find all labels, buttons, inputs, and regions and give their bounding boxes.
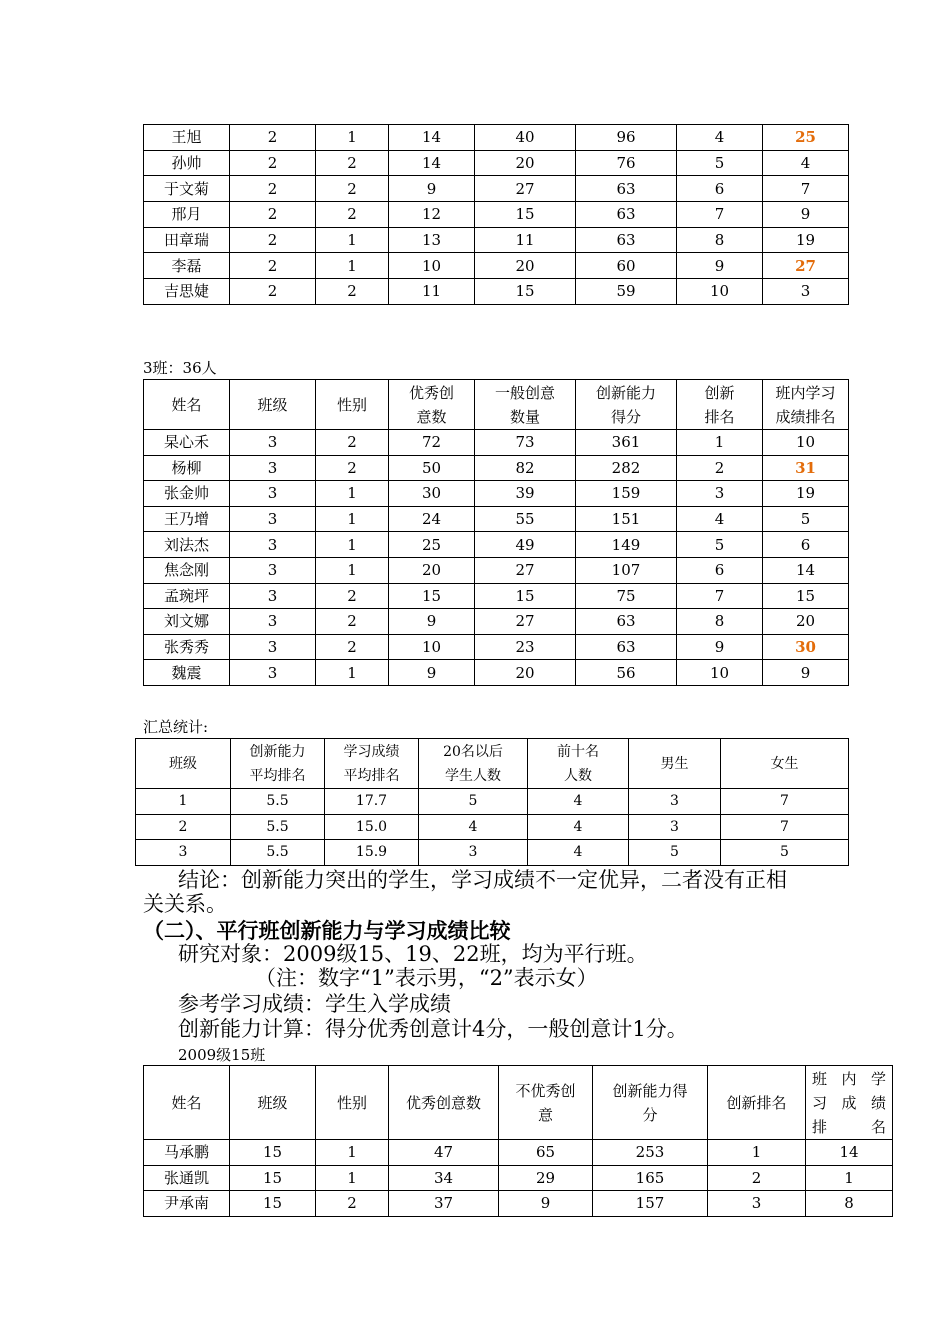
- table-cell: 10: [677, 279, 763, 305]
- table-cell: 49: [475, 532, 576, 558]
- table-cell: 2: [316, 176, 389, 202]
- research-object: 研究对象：2009级15、19、22班，均为平行班。: [178, 942, 648, 966]
- table-cell: 5: [763, 506, 849, 532]
- header-cell: 班级: [230, 1066, 316, 1140]
- table-cell: 15: [763, 583, 849, 609]
- gender-note: （注：数字“1”表示男，“2”表示女）: [255, 966, 598, 990]
- table-cell: 1: [316, 532, 389, 558]
- table-cell: 4: [419, 814, 528, 840]
- table-cell: 尹承南: [144, 1191, 230, 1217]
- table-cell: 59: [576, 279, 677, 305]
- table-cell: 6: [677, 176, 763, 202]
- table-cell: 吉思婕: [144, 279, 230, 305]
- table-cell: 2: [316, 430, 389, 456]
- table-cell: 9: [763, 202, 849, 228]
- reference-scores: 参考学习成绩：学生入学成绩: [178, 992, 451, 1016]
- table-cell: 1: [677, 430, 763, 456]
- header-cell: 班级: [230, 380, 316, 430]
- table-cell: 6: [677, 557, 763, 583]
- table-cell: 20: [389, 557, 475, 583]
- table-cell: 31: [763, 455, 849, 481]
- table-cell: 24: [389, 506, 475, 532]
- table-row: [144, 481, 849, 507]
- table-cell: 田章瑞: [144, 227, 230, 253]
- table-cell: 2: [316, 583, 389, 609]
- table-cell: 15: [475, 202, 576, 228]
- table-cell: 1: [136, 789, 231, 815]
- table-cell: 40: [475, 125, 576, 151]
- table-cell: 282: [576, 455, 677, 481]
- table-cell: 张通凯: [144, 1165, 230, 1191]
- table-cell: 15: [475, 279, 576, 305]
- table-row: [136, 814, 849, 840]
- table-cell: 1: [316, 481, 389, 507]
- table-row: [144, 125, 849, 151]
- table-row: [144, 150, 849, 176]
- table-cell: 5: [629, 840, 721, 866]
- header-cell: 学习成绩 平均排名: [325, 739, 419, 789]
- table-cell: 23: [475, 634, 576, 660]
- table-cell: 5.5: [231, 789, 325, 815]
- table-row: [144, 634, 849, 660]
- table-cell: 56: [576, 660, 677, 686]
- table-cell: 15: [230, 1191, 316, 1217]
- table-cell: 1: [316, 1140, 389, 1166]
- table-cell: 10: [389, 253, 475, 279]
- table-cell: 2: [230, 253, 316, 279]
- table-cell: 5: [419, 789, 528, 815]
- header-cell: 姓名: [144, 1066, 230, 1140]
- table-cell: 11: [475, 227, 576, 253]
- table-cell: 107: [576, 557, 677, 583]
- table-cell: 2: [708, 1165, 806, 1191]
- table-cell: 1: [316, 253, 389, 279]
- header-cell: 创新 排名: [677, 380, 763, 430]
- table-cell: 3: [230, 660, 316, 686]
- table-cell: 157: [593, 1191, 708, 1217]
- table-cell: 3: [136, 840, 231, 866]
- table-cell: 6: [763, 532, 849, 558]
- table-cell: 27: [475, 609, 576, 635]
- table-cell: 15: [475, 583, 576, 609]
- table-cell: 刘文娜: [144, 609, 230, 635]
- class15-table: [143, 1065, 893, 1217]
- table-row: [144, 430, 849, 456]
- table-cell: 73: [475, 430, 576, 456]
- table-cell: 1: [708, 1140, 806, 1166]
- table-cell: 3: [677, 481, 763, 507]
- table-cell: 20: [475, 660, 576, 686]
- table-cell: 李磊: [144, 253, 230, 279]
- table-cell: 2: [230, 176, 316, 202]
- table-cell: 2: [230, 150, 316, 176]
- table-cell: 4: [528, 840, 629, 866]
- table-cell: 37: [389, 1191, 499, 1217]
- table-cell: 8: [677, 609, 763, 635]
- table-cell: 3: [230, 506, 316, 532]
- table-cell: 8: [806, 1191, 893, 1217]
- table-cell: 孟琬坪: [144, 583, 230, 609]
- table-cell: 10: [389, 634, 475, 660]
- table-cell: 12: [389, 202, 475, 228]
- table-cell: 27: [475, 176, 576, 202]
- header-cell: 班级: [136, 739, 231, 789]
- table-cell: 34: [389, 1165, 499, 1191]
- table-cell: 8: [677, 227, 763, 253]
- table-cell: 9: [677, 253, 763, 279]
- table-row: [144, 583, 849, 609]
- table-cell: 7: [721, 814, 849, 840]
- table-cell: 165: [593, 1165, 708, 1191]
- table-row: [144, 506, 849, 532]
- conclusion-line2: 关关系。: [143, 892, 227, 916]
- header-cell: 20名以后 学生人数: [419, 739, 528, 789]
- class3-header-row: [144, 380, 849, 430]
- table-cell: 1: [316, 557, 389, 583]
- table-cell: 19: [763, 481, 849, 507]
- table-cell: 17.7: [325, 789, 419, 815]
- table-cell: 1: [316, 125, 389, 151]
- table-cell: 15.9: [325, 840, 419, 866]
- table-cell: 20: [475, 253, 576, 279]
- table-cell: 9: [389, 660, 475, 686]
- table-cell: 5: [677, 150, 763, 176]
- table-cell: 361: [576, 430, 677, 456]
- table-cell: 1: [316, 506, 389, 532]
- table-cell: 60: [576, 253, 677, 279]
- header-cell: 创新能力得 分: [593, 1066, 708, 1140]
- table-row: [144, 253, 849, 279]
- table-cell: 3: [230, 557, 316, 583]
- table-cell: 30: [763, 634, 849, 660]
- table-cell: 27: [763, 253, 849, 279]
- table-cell: 7: [677, 202, 763, 228]
- table-cell: 5: [677, 532, 763, 558]
- table-cell: 杨柳: [144, 455, 230, 481]
- table-cell: 63: [576, 176, 677, 202]
- table-cell: 2: [316, 634, 389, 660]
- table-cell: 11: [389, 279, 475, 305]
- table-cell: 3: [629, 789, 721, 815]
- table-cell: 29: [499, 1165, 593, 1191]
- table-cell: 王乃增: [144, 506, 230, 532]
- table-cell: 2: [316, 1191, 389, 1217]
- table-cell: 3: [230, 583, 316, 609]
- table-row: [144, 202, 849, 228]
- table-cell: 19: [763, 227, 849, 253]
- table-cell: 149: [576, 532, 677, 558]
- table-cell: 焦念刚: [144, 557, 230, 583]
- summary-table: [135, 738, 849, 866]
- table-cell: 2: [316, 279, 389, 305]
- table-cell: 4: [528, 814, 629, 840]
- table-cell: 2: [677, 455, 763, 481]
- header-cell: 不优秀创 意: [499, 1066, 593, 1140]
- table-cell: 20: [475, 150, 576, 176]
- table-cell: 马承鹏: [144, 1140, 230, 1166]
- table-cell: 3: [230, 481, 316, 507]
- header-cell: 优秀创意数: [389, 1066, 499, 1140]
- table-cell: 50: [389, 455, 475, 481]
- conclusion-line1: 结论：创新能力突出的学生，学习成绩不一定优异，二者没有正相: [178, 868, 787, 892]
- table-cell: 75: [576, 583, 677, 609]
- table-cell: 30: [389, 481, 475, 507]
- table-row: [136, 789, 849, 815]
- table-row: [144, 176, 849, 202]
- calc-method: 创新能力计算：得分优秀创意计4分，一般创意计1分。: [178, 1017, 688, 1041]
- table-cell: 2: [136, 814, 231, 840]
- table-cell: 63: [576, 202, 677, 228]
- header-cell: 班内学习 成绩排名: [763, 380, 849, 430]
- table-cell: 7: [721, 789, 849, 815]
- table-cell: 13: [389, 227, 475, 253]
- table-cell: 3: [230, 532, 316, 558]
- table-cell: 9: [389, 609, 475, 635]
- table-row: [144, 532, 849, 558]
- table-cell: 2: [316, 609, 389, 635]
- section-title: （二）、平行班创新能力与学习成绩比较: [143, 919, 511, 943]
- table-cell: 14: [806, 1140, 893, 1166]
- table-cell: 9: [389, 176, 475, 202]
- table-cell: 3: [230, 634, 316, 660]
- table-row: [144, 609, 849, 635]
- table-cell: 邢月: [144, 202, 230, 228]
- table-cell: 2: [316, 455, 389, 481]
- table-cell: 5.5: [231, 814, 325, 840]
- table-cell: 2: [230, 125, 316, 151]
- table-cell: 4: [763, 150, 849, 176]
- table-cell: 65: [499, 1140, 593, 1166]
- table-cell: 王旭: [144, 125, 230, 151]
- table-cell: 魏震: [144, 660, 230, 686]
- header-cell: 前十名 人数: [528, 739, 629, 789]
- table-row: [144, 455, 849, 481]
- table-cell: 15: [389, 583, 475, 609]
- table-cell: 2: [230, 202, 316, 228]
- table-cell: 4: [677, 506, 763, 532]
- header-cell: 性别: [316, 1066, 389, 1140]
- header-cell: 创新排名: [708, 1066, 806, 1140]
- table-cell: 5.5: [231, 840, 325, 866]
- table-row: [144, 557, 849, 583]
- table-cell: 9: [763, 660, 849, 686]
- table-cell: 63: [576, 227, 677, 253]
- header-cell: 班内学 习成绩 排名: [806, 1066, 893, 1140]
- table-row: [144, 1165, 893, 1191]
- header-cell: 一般创意 数量: [475, 380, 576, 430]
- table-cell: 张秀秀: [144, 634, 230, 660]
- table-cell: 82: [475, 455, 576, 481]
- table-cell: 14: [389, 150, 475, 176]
- table-cell: 2: [230, 227, 316, 253]
- header-cell: 优秀创 意数: [389, 380, 475, 430]
- table-cell: 5: [721, 840, 849, 866]
- header-cell: 女生: [721, 739, 849, 789]
- table-cell: 9: [677, 634, 763, 660]
- table-cell: 10: [677, 660, 763, 686]
- table-row: [144, 660, 849, 686]
- table-cell: 63: [576, 634, 677, 660]
- table-cell: 39: [475, 481, 576, 507]
- header-cell: 性别: [316, 380, 389, 430]
- table-cell: 25: [389, 532, 475, 558]
- table-cell: 47: [389, 1140, 499, 1166]
- class2-table: [143, 124, 849, 305]
- table-cell: 3: [230, 609, 316, 635]
- table-row: [136, 840, 849, 866]
- header-cell: 姓名: [144, 380, 230, 430]
- class15-header-row: [144, 1066, 893, 1140]
- header-cell: 男生: [629, 739, 721, 789]
- table-cell: 2: [230, 279, 316, 305]
- summary-header-row: [136, 739, 849, 789]
- table-cell: 253: [593, 1140, 708, 1166]
- table-cell: 于文菊: [144, 176, 230, 202]
- table-cell: 9: [499, 1191, 593, 1217]
- table-row: [144, 1191, 893, 1217]
- table-cell: 孙帅: [144, 150, 230, 176]
- table-cell: 159: [576, 481, 677, 507]
- table-cell: 杲心禾: [144, 430, 230, 456]
- table-cell: 3: [629, 814, 721, 840]
- table-cell: 14: [389, 125, 475, 151]
- table-cell: 27: [475, 557, 576, 583]
- table-cell: 20: [763, 609, 849, 635]
- table-cell: 4: [528, 789, 629, 815]
- table-cell: 张金帅: [144, 481, 230, 507]
- class3-caption: 3班：36人: [143, 359, 217, 377]
- table-row: [144, 1140, 893, 1166]
- table-cell: 3: [230, 430, 316, 456]
- table-cell: 15: [230, 1165, 316, 1191]
- table-cell: 3: [708, 1191, 806, 1217]
- table-cell: 1: [316, 227, 389, 253]
- header-cell: 创新能力 得分: [576, 380, 677, 430]
- class15-caption: 2009级15班: [178, 1046, 266, 1064]
- table-cell: 1: [316, 660, 389, 686]
- class3-table: [143, 379, 849, 686]
- table-cell: 3: [419, 840, 528, 866]
- table-cell: 15: [230, 1140, 316, 1166]
- summary-caption: 汇总统计:: [143, 718, 209, 736]
- table-cell: 151: [576, 506, 677, 532]
- table-cell: 7: [677, 583, 763, 609]
- table-cell: 72: [389, 430, 475, 456]
- table-cell: 刘法杰: [144, 532, 230, 558]
- table-cell: 2: [316, 150, 389, 176]
- table-cell: 25: [763, 125, 849, 151]
- table-cell: 14: [763, 557, 849, 583]
- table-cell: 15.0: [325, 814, 419, 840]
- table-cell: 4: [677, 125, 763, 151]
- table-cell: 2: [316, 202, 389, 228]
- table-cell: 76: [576, 150, 677, 176]
- table-cell: 63: [576, 609, 677, 635]
- table-cell: 96: [576, 125, 677, 151]
- table-row: [144, 227, 849, 253]
- header-cell: 创新能力 平均排名: [231, 739, 325, 789]
- table-cell: 10: [763, 430, 849, 456]
- table-cell: 1: [806, 1165, 893, 1191]
- table-cell: 7: [763, 176, 849, 202]
- table-cell: 3: [763, 279, 849, 305]
- table-row: [144, 279, 849, 305]
- table-cell: 1: [316, 1165, 389, 1191]
- table-cell: 55: [475, 506, 576, 532]
- table-cell: 3: [230, 455, 316, 481]
